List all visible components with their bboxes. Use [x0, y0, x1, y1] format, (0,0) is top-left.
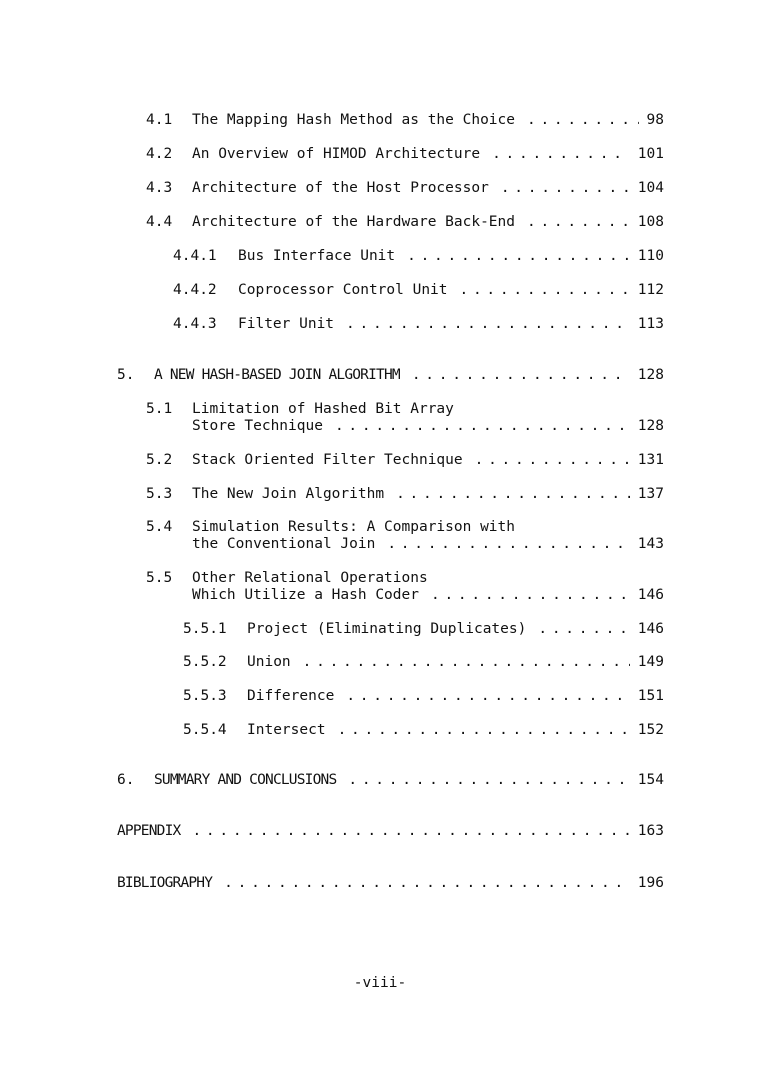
leader-dots: [475, 452, 630, 469]
toc-entry-5-1: [146, 401, 664, 435]
toc-entry-4-4-3: [173, 316, 664, 333]
page-ref: 163: [637, 823, 664, 839]
leader-dots: [335, 418, 630, 435]
section-title-continued: Store Technique: [192, 418, 323, 434]
toc-entry-4-4-1: [173, 248, 664, 265]
leader-dots: [527, 112, 639, 129]
page-ref: 196: [637, 875, 664, 891]
page-ref: 146: [637, 621, 664, 637]
page-ref: 98: [646, 112, 664, 128]
page-ref: 149: [637, 654, 664, 670]
chapter-title: SUMMARY AND CONCLUSIONS: [154, 772, 337, 788]
toc-entry-5-5-2: [183, 654, 664, 671]
toc-entry-5-5-3: [183, 688, 664, 705]
leader-dots: [224, 875, 630, 892]
leader-dots: [460, 282, 630, 299]
section-number: 4.4.2: [173, 282, 217, 298]
toc-entry-4-4-2: [173, 282, 664, 299]
toc-entry-4-2: [146, 146, 664, 163]
section-title-continued: Which Utilize a Hash Coder: [192, 587, 419, 603]
toc-chapter-5: [117, 367, 664, 384]
toc-entry-5-2: [146, 452, 664, 469]
toc-entry-5-3: [146, 486, 664, 503]
toc-entry-5-5-1: [183, 621, 664, 638]
leader-dots: [346, 688, 629, 705]
section-number: 5.5.1: [183, 621, 227, 637]
section-title-continued: the Conventional Join: [192, 536, 376, 552]
section-title: Architecture of the Hardware Back-End: [192, 214, 516, 230]
section-title: An Overview of HIMOD Architecture: [192, 146, 481, 162]
section-number: 5.5.4: [183, 722, 227, 738]
leader-dots: [527, 214, 630, 231]
section-number: 4.4.3: [173, 316, 217, 332]
toc-entry-4-1: [146, 112, 664, 129]
page-ref: 101: [637, 146, 664, 162]
section-number: 5.5.3: [183, 688, 227, 704]
page-ref: 104: [637, 180, 664, 196]
section-title: Filter Unit: [238, 316, 335, 332]
section-title: Other Relational Operations: [192, 570, 428, 586]
toc-bibliography: [117, 875, 664, 892]
page-ref: 151: [637, 688, 664, 704]
section-number: 5.1: [146, 401, 173, 417]
section-title: Simulation Results: A Comparison with: [192, 519, 516, 535]
toc-entry-4-4: [146, 214, 664, 231]
page-ref: 112: [637, 282, 664, 298]
page-ref: 110: [637, 248, 664, 264]
section-title: The Mapping Hash Method as the Choice: [192, 112, 516, 128]
section-number: 4.4.1: [173, 248, 217, 264]
leader-dots: [192, 823, 629, 840]
leader-dots: [431, 587, 630, 604]
page-ref: 131: [637, 452, 664, 468]
leader-dots: [348, 772, 629, 789]
leader-dots: [387, 536, 629, 553]
page-ref: 137: [637, 486, 664, 502]
section-title: The New Join Algorithm: [192, 486, 385, 502]
page-ref: 146: [637, 587, 664, 603]
section-number: 5.4: [146, 519, 173, 535]
toc-entry-5-4: [146, 519, 664, 553]
leader-dots: [501, 180, 630, 197]
leader-dots: [538, 621, 629, 638]
section-title: Coprocessor Control Unit: [238, 282, 448, 298]
toc-entry-4-3: [146, 180, 664, 197]
section-number: 5.2: [146, 452, 173, 468]
section-number: 5.5: [146, 570, 173, 586]
section-number: 4.2: [146, 146, 173, 162]
chapter-title: A NEW HASH-BASED JOIN ALGORITHM: [154, 367, 400, 383]
section-title: Union: [247, 654, 291, 670]
page-number: -viii-: [353, 975, 407, 991]
section-number: 5.3: [146, 486, 173, 502]
toc-entry-5-5-4: [183, 722, 664, 739]
section-number: 4.4: [146, 214, 173, 230]
section-title: Intersect: [247, 722, 326, 738]
section-title: Project (Eliminating Duplicates): [247, 621, 527, 637]
section-number: 4.3: [146, 180, 173, 196]
leader-dots: [338, 722, 630, 739]
leader-dots: [412, 367, 630, 384]
section-number: 4.1: [146, 112, 173, 128]
chapter-number: 5.: [117, 367, 135, 383]
section-number: 5.5.2: [183, 654, 227, 670]
toc-chapter-6: [117, 772, 664, 789]
chapter-number: 6.: [117, 772, 135, 788]
toc-entry-5-5: [146, 570, 664, 604]
section-title: Difference: [247, 688, 335, 704]
leader-dots: [303, 654, 630, 671]
page-ref: 113: [637, 316, 664, 332]
page-ref: 143: [637, 536, 664, 552]
page-ref: 128: [637, 367, 664, 383]
appendix-title: APPENDIX: [117, 823, 181, 839]
leader-dots: [492, 146, 630, 163]
page-ref: 154: [637, 772, 664, 788]
toc-appendix: [117, 823, 664, 840]
leader-dots: [346, 316, 630, 333]
section-title: Architecture of the Host Processor: [192, 180, 489, 196]
leader-dots: [396, 486, 630, 503]
section-title: Bus Interface Unit: [238, 248, 396, 264]
page-ref: 152: [637, 722, 664, 738]
section-title: Stack Oriented Filter Technique: [192, 452, 463, 468]
section-title: Limitation of Hashed Bit Array: [192, 401, 454, 417]
page-ref: 108: [637, 214, 664, 230]
leader-dots: [407, 248, 630, 265]
bibliography-title: BIBLIOGRAPHY: [117, 875, 213, 891]
page-ref: 128: [637, 418, 664, 434]
